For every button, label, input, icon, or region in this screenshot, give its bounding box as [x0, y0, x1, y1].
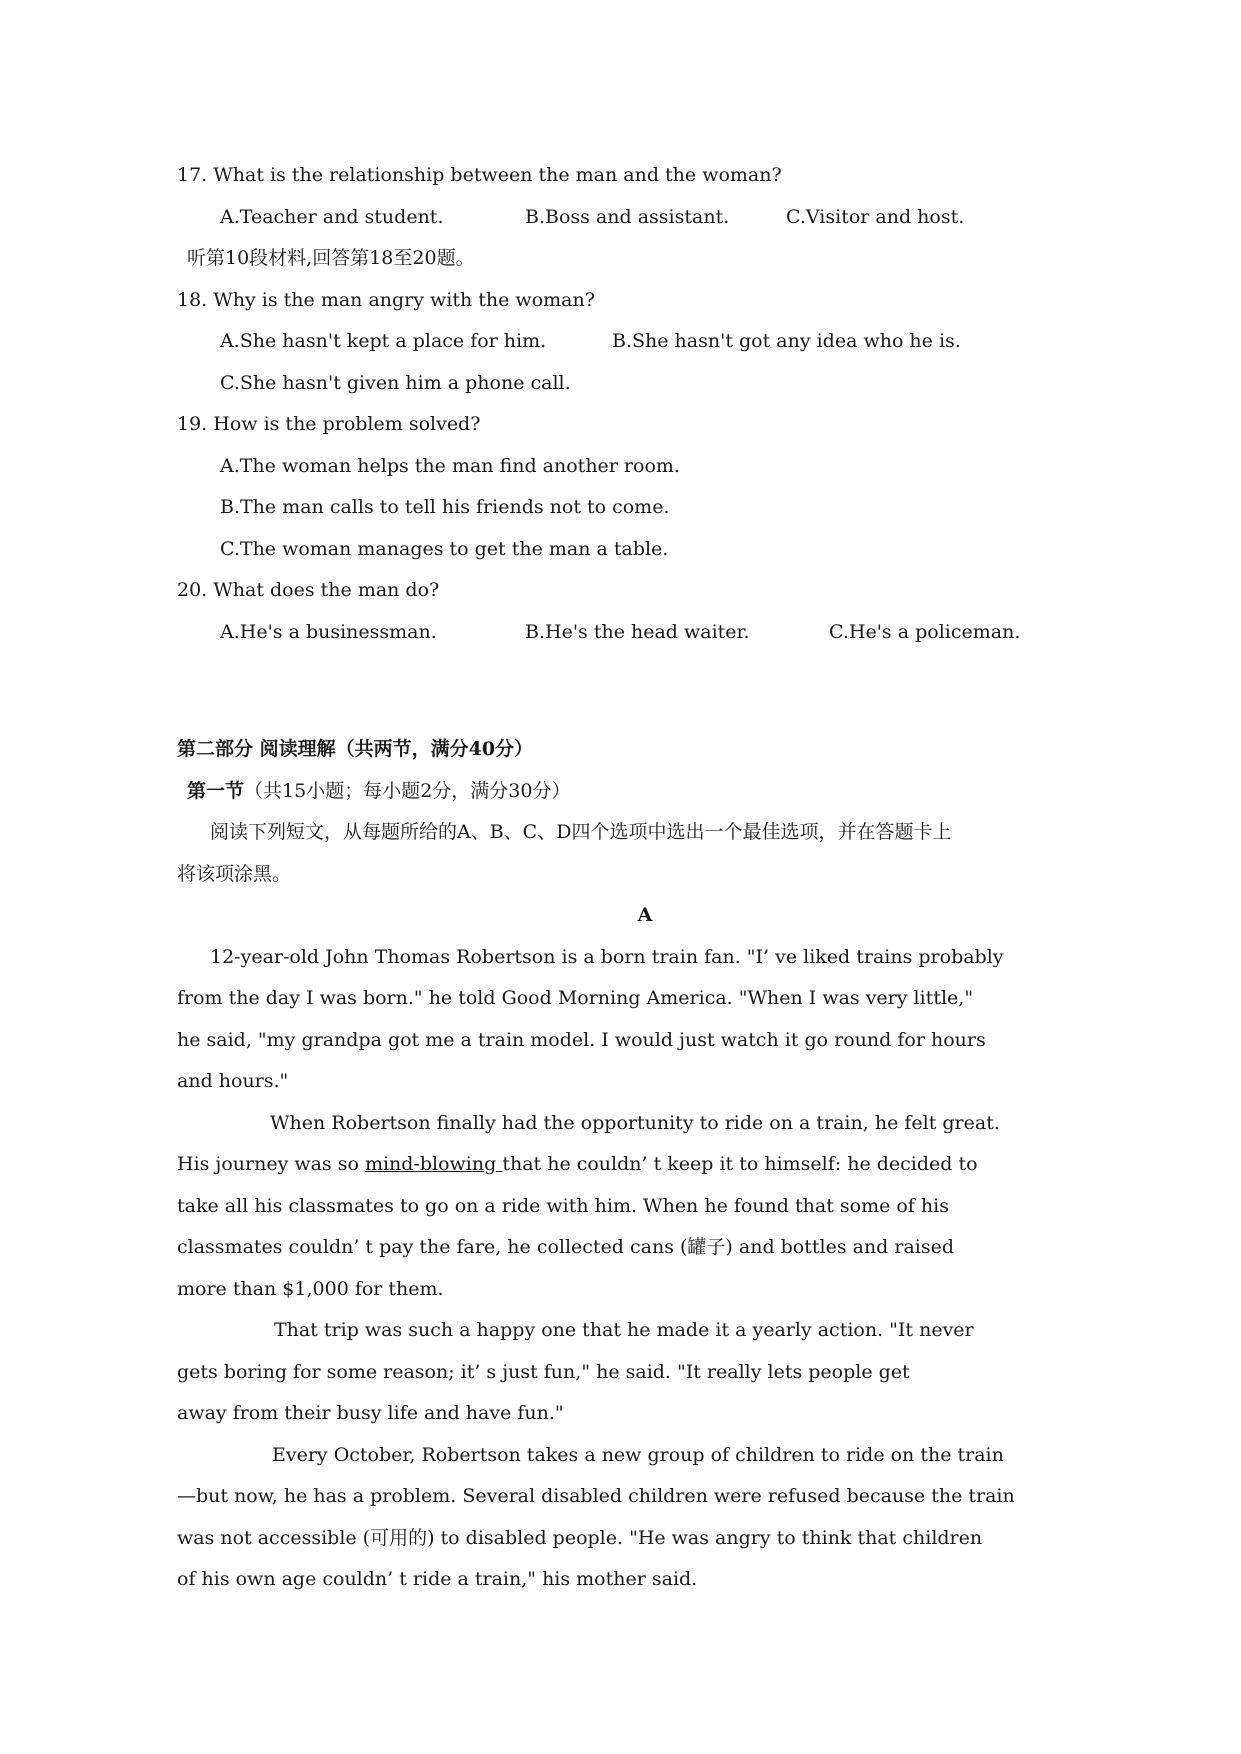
q19-option-b: B.The man calls to tell his friends not to come.: [220, 496, 670, 518]
section1-heading: [187, 779, 570, 803]
passage-p1-line2: from the day I was born." he told Good Morning America. "When I was very little,": [177, 987, 974, 1009]
passage-p4-line3: was not accessible (可用的) to disabled people. "He was angry to think that children: [177, 1527, 983, 1549]
passage-p3-line3: away from their busy life and have fun.": [177, 1402, 564, 1424]
passage-p2-line2: [177, 1152, 978, 1176]
q18-option-a: A.She hasn't kept a place for him.: [220, 330, 547, 352]
listening-instruction: 听第10段材料,回答第18至20题。: [187, 247, 475, 269]
q18-option-c: C.She hasn't given him a phone call.: [220, 372, 571, 394]
passage-p3-line2: gets boring for some reason; it’ s just fun," he said. "It really lets people get: [177, 1361, 910, 1383]
section1-label: 第一节: [187, 780, 245, 802]
q18-option-b: B.She hasn't got any idea who he is.: [612, 330, 961, 352]
part2-title: 第二部分 阅读理解（共两节，满分40分）: [177, 738, 534, 760]
q18-stem: 18. Why is the man angry with the woman?: [177, 289, 595, 311]
q20-stem: 20. What does the man do?: [177, 579, 440, 601]
passage-p3-line1: That trip was such a happy one that he made it a yearly action. "It never: [274, 1319, 974, 1341]
q20-option-b: B.He's the head waiter.: [525, 621, 750, 643]
reading-instruction-line1: 阅读下列短文，从每题所给的A、B、C、D四个选项中选出一个最佳选项，并在答题卡上: [210, 821, 952, 843]
reading-instruction-line2: 将该项涂黑。: [177, 863, 292, 885]
passage-p4-line1: Every October, Robertson takes a new group of children to ride on the train: [272, 1444, 1004, 1466]
q20-option-c: C.He's a policeman.: [829, 621, 1021, 643]
q19-option-a: A.The woman helps the man find another room.: [220, 455, 680, 477]
q19-stem: 19. How is the problem solved?: [177, 413, 481, 435]
q20-option-a: A.He's a businessman.: [220, 621, 437, 643]
q17-stem: 17. What is the relationship between the man and the woman?: [177, 164, 782, 186]
p2-line2-pre: His journey was so: [177, 1153, 365, 1175]
passage-p1-line1: 12-year-old John Thomas Robertson is a born train fan. "I’ ve liked trains probably: [210, 946, 1004, 968]
passage-p2-line1: When Robertson finally had the opportunity to ride on a train, he felt great.: [270, 1112, 1000, 1134]
section1-scoring: （共15小题；每小题2分，满分30分）: [244, 780, 571, 802]
passage-p2-line3: take all his classmates to go on a ride with him. When he found that some of his: [177, 1195, 949, 1217]
passage-heading: A: [637, 904, 653, 926]
passage-p4-line4: of his own age couldn’ t ride a train," his mother said.: [177, 1568, 698, 1590]
q19-option-c: C.The woman manages to get the man a table.: [220, 538, 669, 560]
underlined-word: mind-blowing: [364, 1153, 503, 1175]
passage-p2-line4: classmates couldn’ t pay the fare, he collected cans (罐子) and bottles and raised: [177, 1236, 955, 1258]
passage-p4-line2: —but now, he has a problem. Several disabled children were refused because the train: [177, 1485, 1015, 1507]
passage-p1-line4: and hours.": [177, 1070, 289, 1092]
q17-option-a: A.Teacher and student.: [220, 206, 444, 228]
p2-line2-post: that he couldn’ t keep it to himself: he decided to: [502, 1153, 978, 1175]
passage-p1-line3: he said, "my grandpa got me a train model. I would just watch it go round for hours: [177, 1029, 986, 1051]
passage-p2-line5: more than $1,000 for them.: [177, 1278, 444, 1300]
q17-option-c: C.Visitor and host.: [786, 206, 965, 228]
q17-option-b: B.Boss and assistant.: [525, 206, 730, 228]
